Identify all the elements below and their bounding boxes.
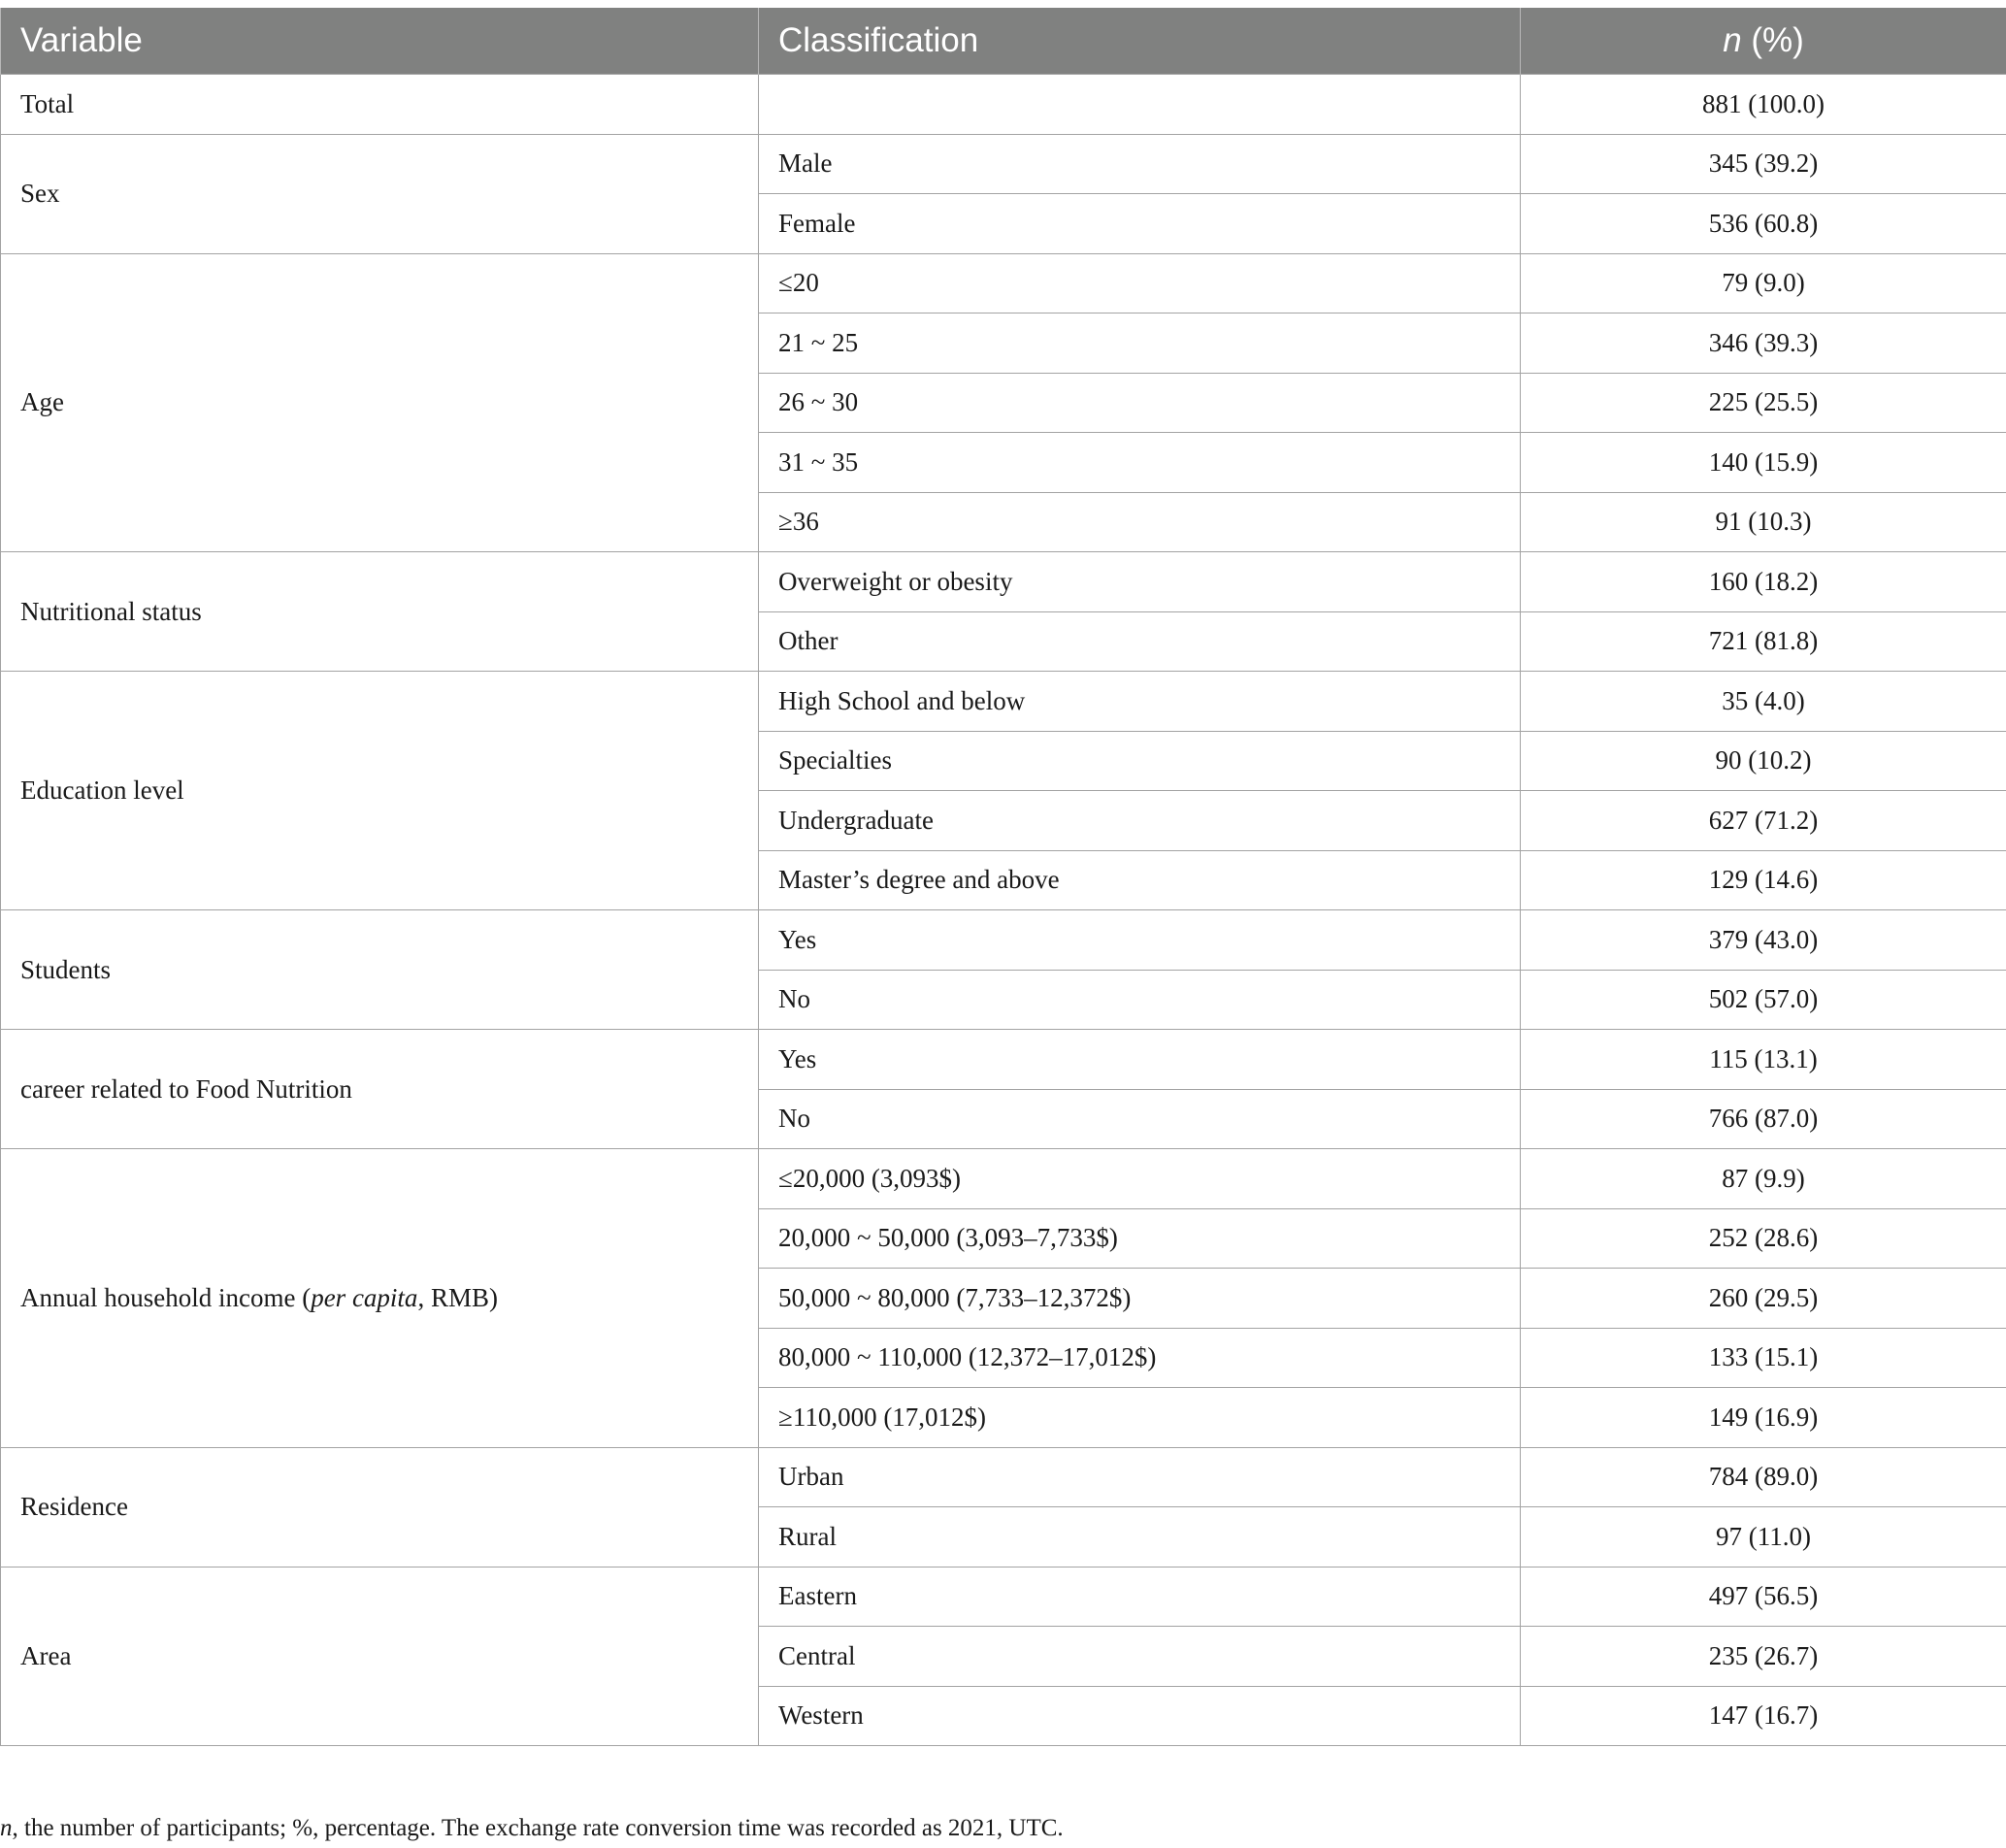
value-cell: 766 (87.0)	[1521, 1089, 2006, 1149]
classification-cell: Male	[759, 134, 1521, 194]
classification-cell: 26 ~ 30	[759, 373, 1521, 433]
classification-cell: 80,000 ~ 110,000 (12,372–17,012$)	[759, 1328, 1521, 1388]
table-row	[1, 253, 2006, 314]
classification-cell: ≥36	[759, 492, 1521, 552]
classification-cell: Female	[759, 194, 1521, 254]
classification-cell: ≥110,000 (17,012$)	[759, 1388, 1521, 1448]
value-cell: 133 (15.1)	[1521, 1328, 2006, 1388]
variable-label: Education level	[20, 776, 184, 805]
document	[0, 8, 2006, 1841]
classification-cell: 31 ~ 35	[759, 433, 1521, 493]
variable-label: Residence	[20, 1492, 128, 1521]
value-cell: 225 (25.5)	[1521, 373, 2006, 433]
variable-cell	[1, 134, 759, 253]
classification-cell: Urban	[759, 1447, 1521, 1507]
variable-label: Area	[20, 1640, 72, 1670]
variable-cell	[1, 1567, 759, 1746]
total-variable: Total	[1, 75, 759, 135]
classification-cell: Master’s degree and above	[759, 850, 1521, 910]
table-footnote	[0, 1815, 1064, 1842]
value-cell: 721 (81.8)	[1521, 611, 2006, 672]
value-cell: 784 (89.0)	[1521, 1447, 2006, 1507]
variable-cell	[1, 672, 759, 910]
value-cell: 379 (43.0)	[1521, 910, 2006, 971]
classification-cell: 50,000 ~ 80,000 (7,733–12,372$)	[759, 1269, 1521, 1329]
value-cell: 140 (15.9)	[1521, 433, 2006, 493]
variable-label-suffix: , RMB)	[417, 1282, 498, 1312]
variable-cell	[1, 253, 759, 552]
table-header	[1, 8, 2006, 75]
variable-label: Nutritional status	[20, 596, 202, 626]
classification-cell: Specialties	[759, 731, 1521, 791]
value-cell: 91 (10.3)	[1521, 492, 2006, 552]
value-cell: 627 (71.2)	[1521, 791, 2006, 851]
value-cell: 536 (60.8)	[1521, 194, 2006, 254]
variable-label: Sex	[20, 179, 60, 208]
classification-cell: Undergraduate	[759, 791, 1521, 851]
variable-label: Annual household income (	[20, 1282, 312, 1312]
header-row	[1, 8, 2006, 75]
table-row	[1, 1149, 2006, 1209]
table-row	[1, 552, 2006, 612]
value-cell: 345 (39.2)	[1521, 134, 2006, 194]
value-cell: 502 (57.0)	[1521, 970, 2006, 1030]
value-cell: 115 (13.1)	[1521, 1030, 2006, 1090]
footnote-text: , the number of participants; %, percentage. The exchange rate conversion time was recorded as 2021, UTC.	[12, 1815, 1064, 1841]
classification-cell: Western	[759, 1686, 1521, 1746]
value-cell: 160 (18.2)	[1521, 552, 2006, 612]
value-cell: 497 (56.5)	[1521, 1567, 2006, 1627]
value-cell: 346 (39.3)	[1521, 314, 2006, 374]
table-row	[1, 1567, 2006, 1627]
classification-cell: Yes	[759, 910, 1521, 971]
value-cell: 90 (10.2)	[1521, 731, 2006, 791]
classification-cell: Other	[759, 611, 1521, 672]
variable-cell	[1, 1030, 759, 1149]
table-row	[1, 672, 2006, 732]
header-variable: Variable	[1, 8, 759, 75]
classification-cell: Yes	[759, 1030, 1521, 1090]
table-body	[1, 75, 2006, 1746]
classification-cell: No	[759, 970, 1521, 1030]
value-cell: 147 (16.7)	[1521, 1686, 2006, 1746]
value-cell: 260 (29.5)	[1521, 1269, 2006, 1329]
variable-cell	[1, 1447, 759, 1567]
value-cell: 252 (28.6)	[1521, 1208, 2006, 1269]
classification-cell: 20,000 ~ 50,000 (3,093–7,733$)	[759, 1208, 1521, 1269]
variable-cell	[1, 910, 759, 1030]
classification-cell: Overweight or obesity	[759, 552, 1521, 612]
value-cell: 79 (9.0)	[1521, 253, 2006, 314]
value-cell: 235 (26.7)	[1521, 1627, 2006, 1687]
header-classification: Classification	[759, 8, 1521, 75]
value-cell: 97 (11.0)	[1521, 1507, 2006, 1568]
variable-cell	[1, 1149, 759, 1448]
header-n-symbol: n	[1723, 21, 1742, 59]
header-n-percent	[1521, 8, 2006, 75]
value-cell: 35 (4.0)	[1521, 672, 2006, 732]
variable-label-italic: per capita	[311, 1282, 418, 1312]
footnote-n-symbol: n	[0, 1815, 13, 1841]
classification-cell: ≤20,000 (3,093$)	[759, 1149, 1521, 1209]
classification-cell: ≤20	[759, 253, 1521, 314]
table-row	[1, 1447, 2006, 1507]
total-value: 881 (100.0)	[1521, 75, 2006, 135]
demographics-table	[0, 8, 2006, 1746]
value-cell: 87 (9.9)	[1521, 1149, 2006, 1209]
classification-cell: 21 ~ 25	[759, 314, 1521, 374]
table-row	[1, 1030, 2006, 1090]
variable-cell	[1, 552, 759, 672]
table-row	[1, 910, 2006, 971]
variable-label: career related to Food Nutrition	[20, 1073, 352, 1104]
classification-cell: Central	[759, 1627, 1521, 1687]
table-row	[1, 134, 2006, 194]
variable-label: Age	[20, 387, 64, 417]
total-classification	[759, 75, 1521, 135]
value-cell: 129 (14.6)	[1521, 850, 2006, 910]
variable-label: Students	[20, 954, 112, 984]
classification-cell: High School and below	[759, 672, 1521, 732]
header-percent-symbol: (%)	[1741, 21, 1804, 59]
classification-cell: Eastern	[759, 1567, 1521, 1627]
table-row-total	[1, 75, 2006, 135]
value-cell: 149 (16.9)	[1521, 1388, 2006, 1448]
classification-cell: Rural	[759, 1507, 1521, 1568]
classification-cell: No	[759, 1089, 1521, 1149]
